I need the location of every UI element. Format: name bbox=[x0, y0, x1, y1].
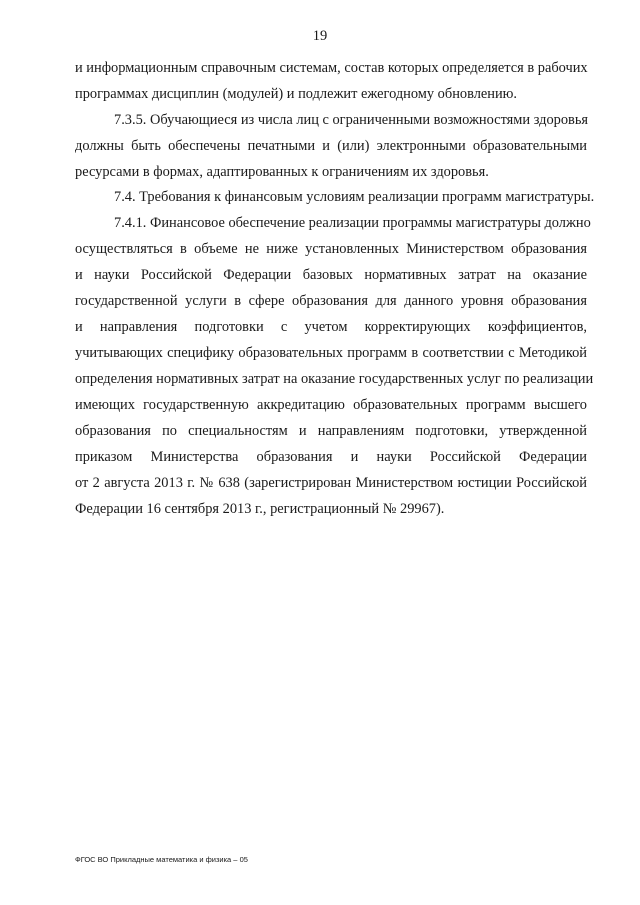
section-heading: 7.4. Требования к финансовым условиям реализации программ магистратуры. bbox=[114, 189, 595, 205]
text-line: 7.3.5. Обучающиеся из числа лиц с ограниченными возможностями здоровья bbox=[114, 112, 589, 128]
text-line: от 2 августа 2013 г. № 638 (зарегистрирован Министерством юстиции Российской bbox=[75, 475, 587, 491]
page-footer: ФГОС ВО Прикладные математика и физика – 05 bbox=[75, 855, 248, 864]
text-line: учитывающих специфику образовательных программ в соответствии с Методикой bbox=[75, 345, 587, 361]
text-line: и информационным справочным системам, состав которых определяется в рабочих bbox=[75, 60, 588, 76]
text-line: Федерации 16 сентября 2013 г., регистрационный № 29967). bbox=[75, 501, 445, 517]
text-line: должны быть обеспечены печатными и (или) электронными образовательными bbox=[75, 138, 587, 154]
text-line: программах дисциплин (модулей) и подлежит ежегодному обновлению. bbox=[75, 86, 518, 102]
text-line: осуществляться в объеме не ниже установленных Министерством образования bbox=[75, 241, 587, 257]
text-line: приказом Министерства образования и науки Российской Федерации bbox=[75, 449, 587, 465]
text-line: определения нормативных затрат на оказание государственных услуг по реализации bbox=[75, 371, 594, 387]
page-number: 19 bbox=[312, 28, 328, 44]
text-line: и науки Российской Федерации базовых нормативных затрат на оказание bbox=[75, 267, 587, 283]
text-line: и направления подготовки с учетом корректирующих коэффициентов, bbox=[75, 319, 587, 335]
text-line: образования по специальностям и направлениям подготовки, утвержденной bbox=[75, 423, 587, 439]
text-line: имеющих государственную аккредитацию образовательных программ высшего bbox=[75, 397, 587, 413]
text-line: 7.4.1. Финансовое обеспечение реализации программы магистратуры должно bbox=[114, 215, 591, 231]
text-line: ресурсами в формах, адаптированных к ограничениям их здоровья. bbox=[75, 164, 489, 180]
text-line: государственной услуги в сфере образования для данного уровня образования bbox=[75, 293, 587, 309]
